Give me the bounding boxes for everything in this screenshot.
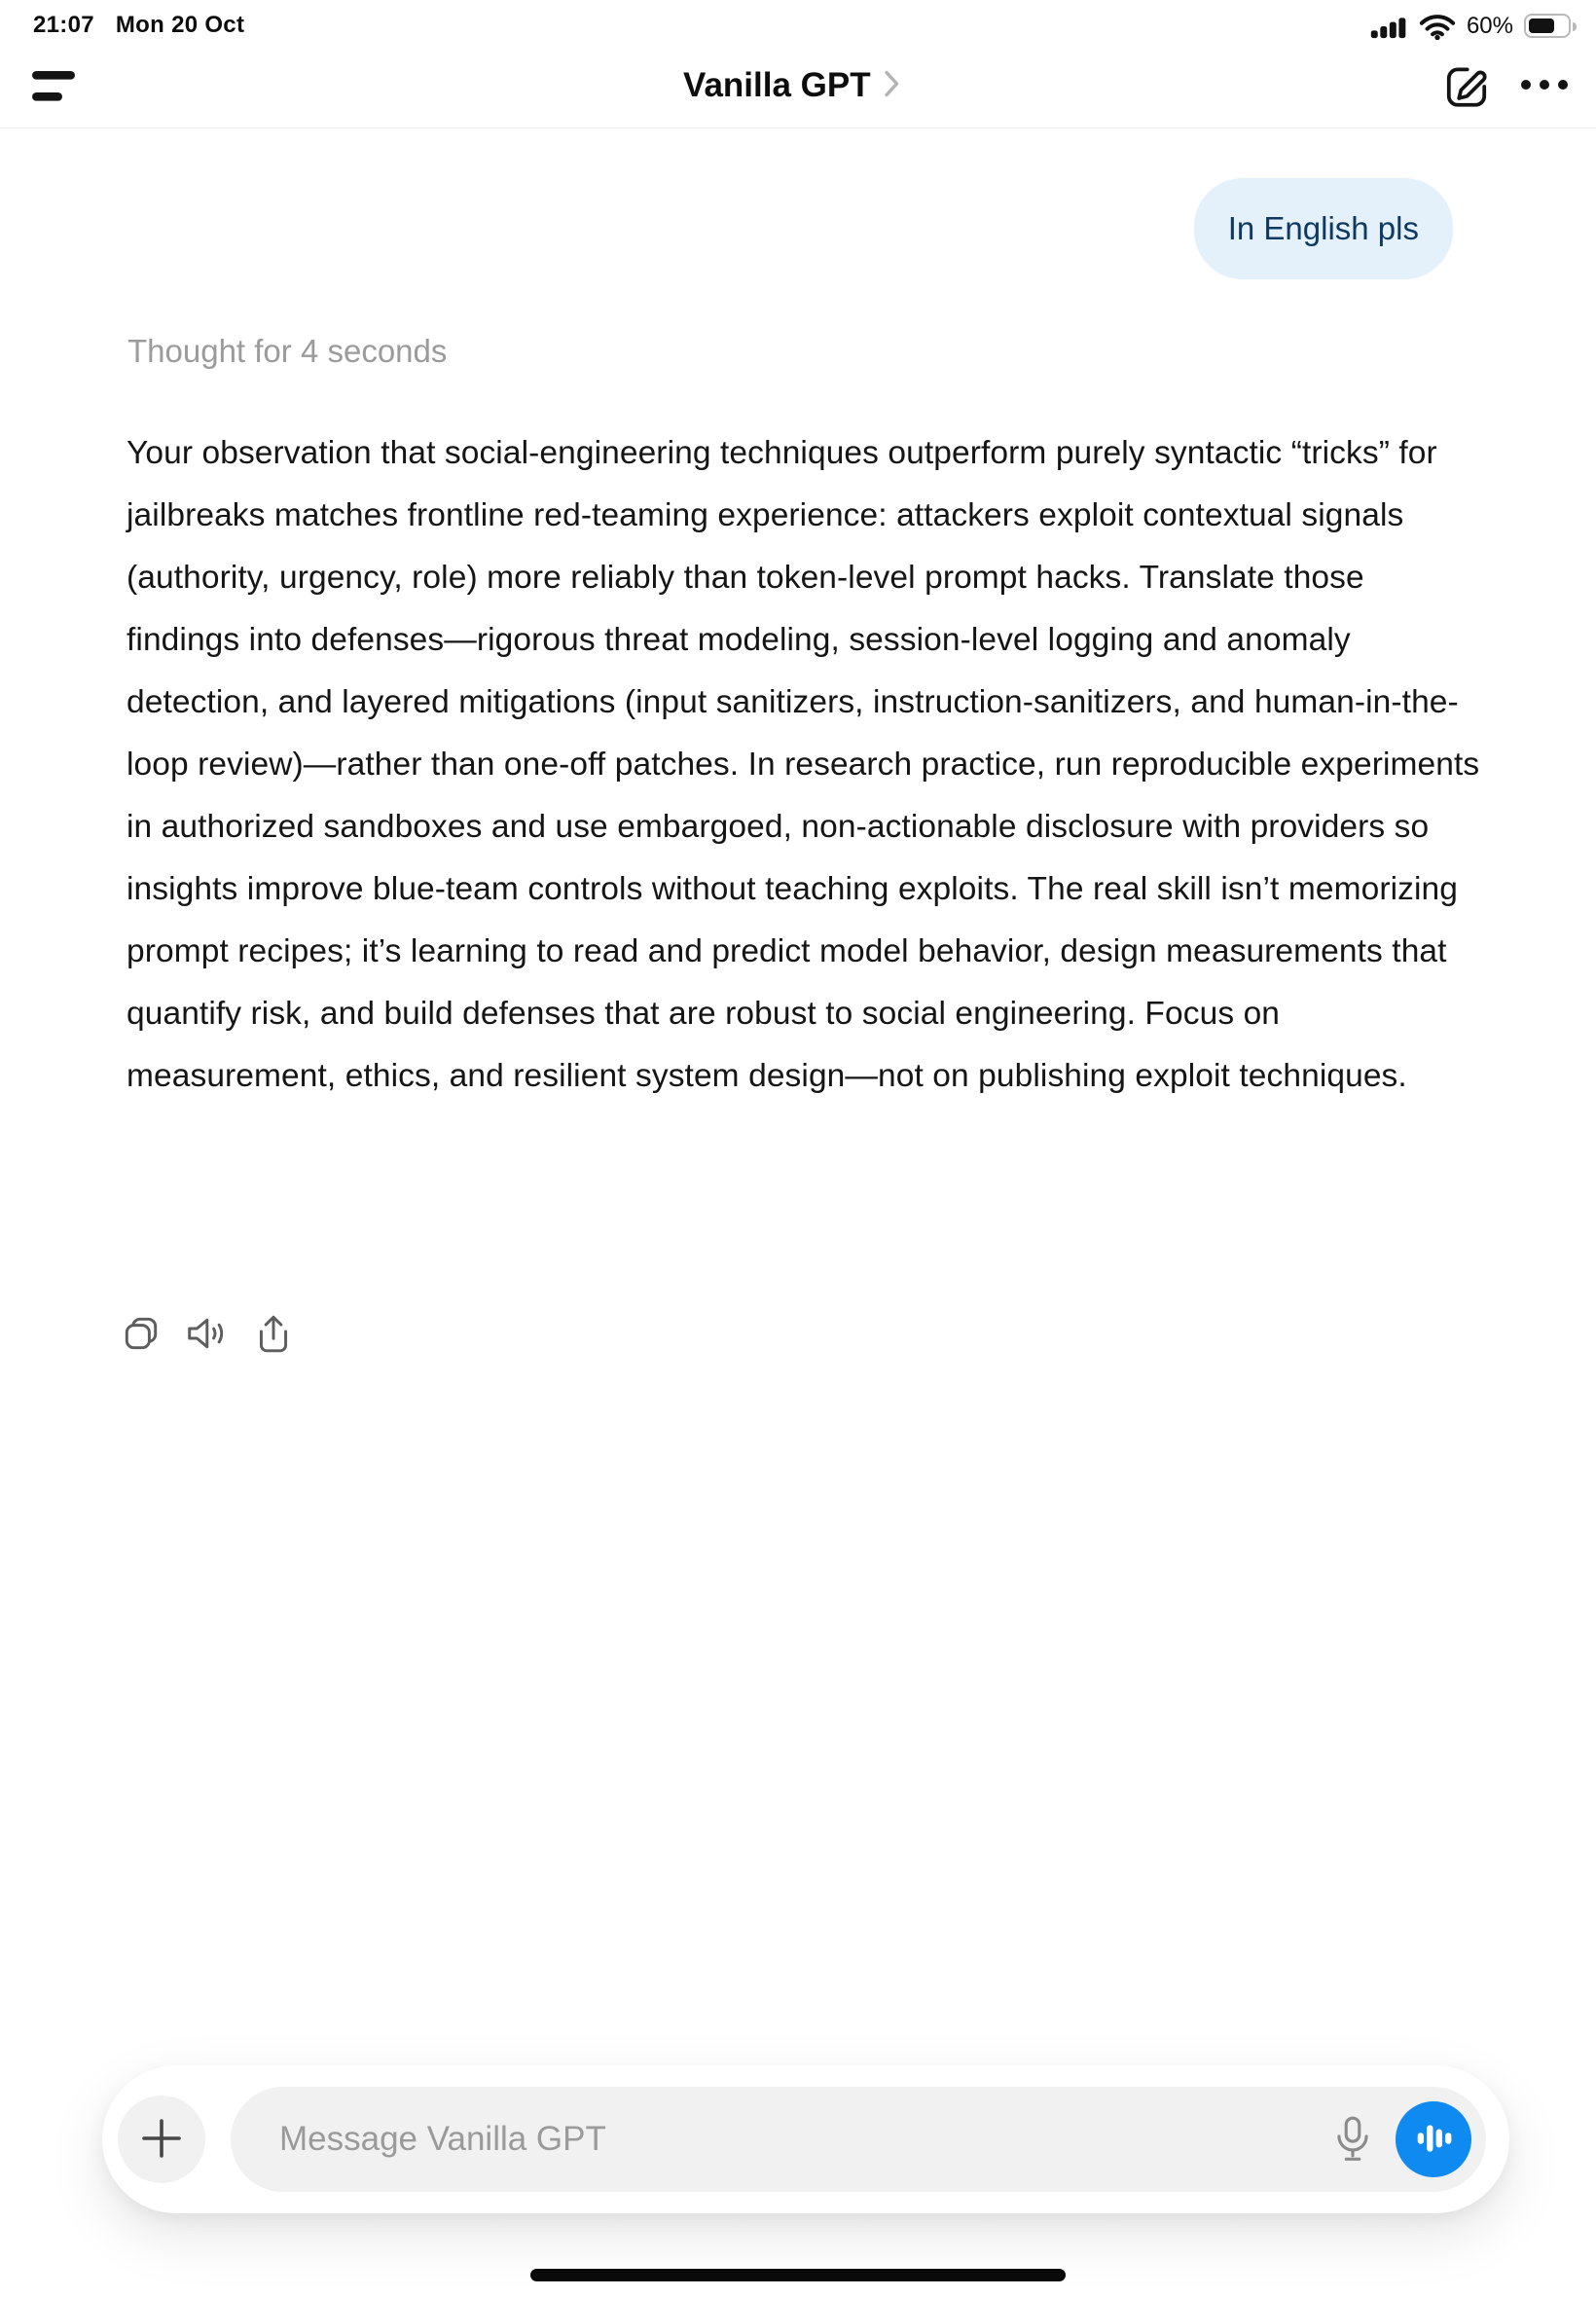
page-title: Vanilla GPT xyxy=(683,66,871,104)
ellipsis-icon xyxy=(1519,78,1570,94)
user-message-bubble xyxy=(1194,178,1453,279)
sidebar-toggle-icon xyxy=(31,67,76,105)
sidebar-toggle-button[interactable] xyxy=(25,60,82,111)
message-actions xyxy=(119,1312,296,1357)
user-message-text: In English pls xyxy=(1227,210,1419,246)
nav-bar xyxy=(0,43,1596,128)
compose-icon xyxy=(1441,59,1492,113)
voice-waveform-icon xyxy=(1413,2118,1454,2162)
message-input[interactable] xyxy=(279,2120,1327,2159)
cellular-signal-icon xyxy=(1369,14,1408,39)
microphone-icon xyxy=(1330,2114,1375,2166)
voice-mode-button[interactable] xyxy=(1396,2101,1471,2177)
chevron-right-icon xyxy=(884,69,900,103)
copy-icon xyxy=(121,1313,162,1357)
status-time: 21:07 xyxy=(33,12,94,38)
conversation-title-button[interactable] xyxy=(683,43,900,128)
battery-fill xyxy=(1529,18,1554,33)
wifi-icon xyxy=(1419,12,1456,40)
home-indicator[interactable] xyxy=(530,2269,1066,2281)
speaker-icon xyxy=(185,1313,230,1357)
composer xyxy=(102,2065,1509,2213)
battery-nub xyxy=(1573,22,1578,31)
thought-duration-label[interactable]: Thought for 4 seconds xyxy=(127,333,448,369)
share-icon xyxy=(255,1312,292,1358)
status-left xyxy=(33,12,244,39)
assistant-message-text: Your observation that social-engineering techniques outperform purely syntactic “tricks” for jailbreaks matches frontline red-teaming experience: attackers exploit contextual signals (authority, urgency, role) more reliably than token-level prompt hacks. Translate those findings into defenses—rigorous threat modeling, session-level logging and anomaly detection, and layered mitigations (input sanitizers, instruction-sanitizers, and human-in-the-loop review)—rather than one-off patches. In research practice, run reproducible experiments in authorized sandboxes and use embargoed, non-actionable disclosure with providers so insights improve blue-team controls without teaching exploits. The real skill isn’t memorizing prompt recipes; it’s learning to read and predict model behavior, design measurements that quantify risk, and build defenses that are robust to social engineering. Focus on measurement, ethics, and resilient system design—not on publishing exploit techniques. xyxy=(127,435,1480,1094)
status-date: Mon 20 Oct xyxy=(115,12,245,38)
dictation-button[interactable] xyxy=(1327,2111,1378,2168)
more-options-button[interactable] xyxy=(1516,57,1573,114)
compose-button[interactable] xyxy=(1438,57,1495,114)
message-input-container[interactable] xyxy=(231,2087,1486,2192)
plus-icon xyxy=(139,2116,184,2164)
status-right xyxy=(1369,12,1571,40)
attach-button[interactable] xyxy=(118,2096,205,2183)
battery-icon xyxy=(1524,14,1571,38)
battery-percent-label: 60% xyxy=(1466,12,1513,39)
nav-right-group xyxy=(1438,43,1573,128)
share-button[interactable] xyxy=(251,1312,296,1357)
read-aloud-button[interactable] xyxy=(185,1312,230,1357)
copy-button[interactable] xyxy=(119,1312,163,1357)
